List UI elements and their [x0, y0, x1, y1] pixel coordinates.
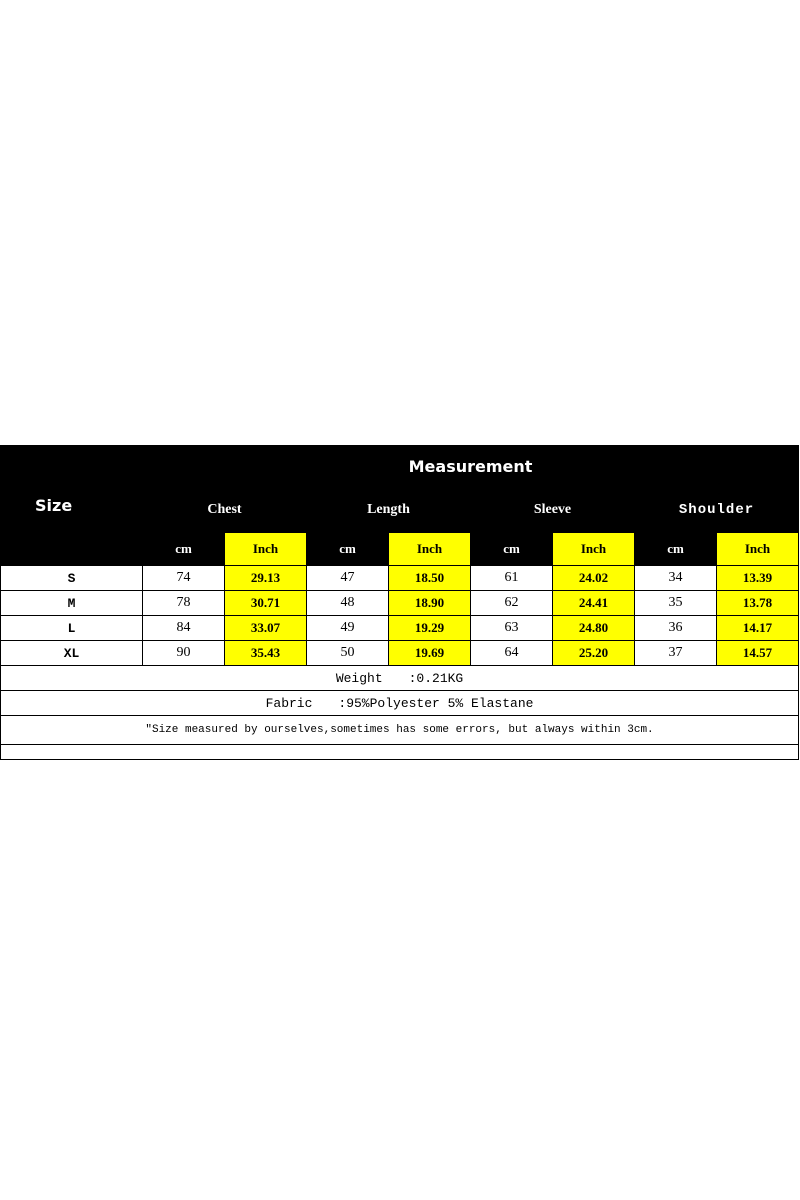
size-cell: XL: [1, 641, 143, 666]
length-cm-cell: 50: [307, 641, 389, 666]
shoulder-inch-cell: 14.57: [717, 641, 799, 666]
fabric-value: :95%Polyester 5% Elastane: [338, 695, 534, 711]
fabric-label: Fabric: [265, 695, 313, 711]
shoulder-header: Shoulder: [635, 487, 799, 533]
sleeve-inch-header: Inch: [553, 533, 635, 566]
length-inch-header: Inch: [389, 533, 471, 566]
sleeve-cm-cell: 64: [471, 641, 553, 666]
shoulder-inch-cell: 14.17: [717, 616, 799, 641]
shoulder-cm-cell: 34: [635, 566, 717, 591]
chest-cm-cell: 84: [143, 616, 225, 641]
spacer-cell: [1, 745, 799, 760]
sleeve-inch-cell: 25.20: [553, 641, 635, 666]
sleeve-cm-header: cm: [471, 533, 553, 566]
shoulder-inch-cell: 13.39: [717, 566, 799, 591]
sleeve-header: Sleeve: [471, 487, 635, 533]
chest-cm-header: cm: [143, 533, 225, 566]
length-cm-cell: 47: [307, 566, 389, 591]
chest-header: Chest: [143, 487, 307, 533]
weight-value: :0.21KG: [408, 670, 464, 686]
shoulder-cm-cell: 37: [635, 641, 717, 666]
length-cm-header: cm: [307, 533, 389, 566]
size-cell: L: [1, 616, 143, 641]
chest-inch-header: Inch: [225, 533, 307, 566]
size-note: "Size measured by ourselves,sometimes has some errors, but always within 3cm.: [1, 716, 799, 745]
sleeve-cm-cell: 63: [471, 616, 553, 641]
weight-row: [1, 666, 799, 691]
length-inch-cell: 18.90: [389, 591, 471, 616]
chest-cm-cell: 74: [143, 566, 225, 591]
size-cell: M: [1, 591, 143, 616]
weight-label: Weight: [335, 670, 383, 686]
table-row: [1, 616, 799, 641]
length-header: Length: [307, 487, 471, 533]
sleeve-cm-cell: 61: [471, 566, 553, 591]
length-inch-cell: 19.69: [389, 641, 471, 666]
sleeve-inch-cell: 24.41: [553, 591, 635, 616]
note-row: [1, 716, 799, 745]
shoulder-cm-cell: 36: [635, 616, 717, 641]
shoulder-inch-cell: 13.78: [717, 591, 799, 616]
chest-inch-cell: 30.71: [225, 591, 307, 616]
table-row: [1, 641, 799, 666]
spacer-row: [1, 745, 799, 760]
size-cell: S: [1, 566, 143, 591]
size-header: Size: [1, 446, 143, 566]
table-row: [1, 566, 799, 591]
length-cm-cell: 48: [307, 591, 389, 616]
chest-inch-cell: 35.43: [225, 641, 307, 666]
shoulder-cm-cell: 35: [635, 591, 717, 616]
fabric-row: [1, 691, 799, 716]
length-inch-cell: 18.50: [389, 566, 471, 591]
chest-inch-cell: 29.13: [225, 566, 307, 591]
shoulder-cm-header: cm: [635, 533, 717, 566]
length-cm-cell: 49: [307, 616, 389, 641]
table-row: [1, 591, 799, 616]
sleeve-cm-cell: 62: [471, 591, 553, 616]
sleeve-inch-cell: 24.02: [553, 566, 635, 591]
chest-cm-cell: 90: [143, 641, 225, 666]
chest-inch-cell: 33.07: [225, 616, 307, 641]
size-chart-table: [0, 445, 799, 760]
length-inch-cell: 19.29: [389, 616, 471, 641]
chest-cm-cell: 78: [143, 591, 225, 616]
shoulder-inch-header: Inch: [717, 533, 799, 566]
measurement-header: Measurement: [143, 446, 799, 487]
sleeve-inch-cell: 24.80: [553, 616, 635, 641]
